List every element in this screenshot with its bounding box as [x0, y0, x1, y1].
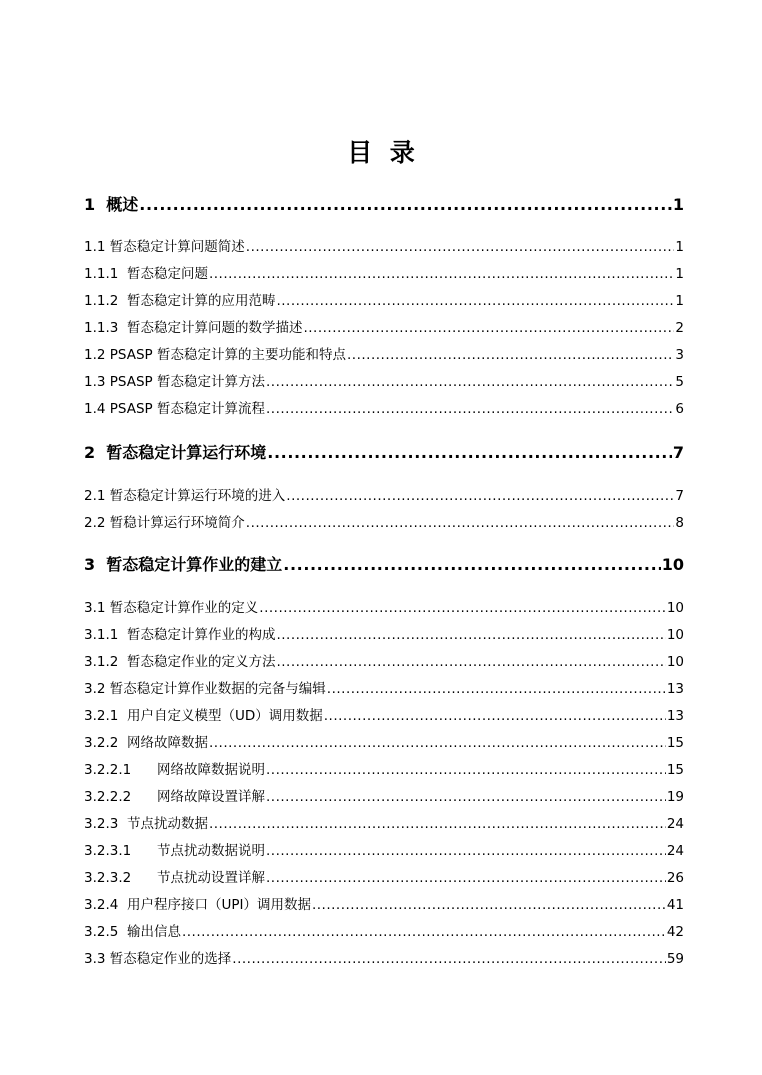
toc-entry[interactable]	[84, 893, 684, 911]
toc-entry-number: 1.1.2	[84, 293, 119, 309]
toc-entry-title: 节点扰动设置详解	[156, 870, 265, 886]
toc-entry-page: 13	[666, 681, 684, 697]
toc-entry-number: 3.2.2.1	[84, 762, 132, 778]
toc-entry[interactable]	[84, 343, 684, 361]
toc-leader-dots	[266, 762, 666, 778]
toc-leader-dots	[312, 897, 666, 913]
toc-entry-title: 暂态稳定计算运行环境	[106, 443, 267, 462]
toc-entry[interactable]	[84, 596, 684, 614]
toc-entry-page: 15	[666, 762, 684, 778]
toc-entry-page: 1	[675, 239, 684, 255]
toc-entry-page: 15	[666, 735, 684, 751]
toc-entry-title: 节点扰动数据	[126, 816, 208, 832]
toc-entry-number: 1	[84, 195, 96, 214]
toc-leader-dots	[303, 320, 674, 336]
toc-entry-number: 3.2.3	[84, 816, 119, 832]
toc-entry-title: 暂态稳定计算运行环境的进入	[109, 488, 286, 504]
toc-entry-number: 2.2	[84, 515, 106, 531]
toc-entry-page: 1	[675, 266, 684, 282]
toc-leader-dots	[327, 681, 666, 697]
toc-entry-page: 13	[666, 708, 684, 724]
toc-entry-page: 1	[675, 293, 684, 309]
toc-leader-dots	[267, 443, 672, 462]
toc-leader-dots	[266, 870, 666, 886]
toc-leader-dots	[182, 924, 666, 940]
toc-entry[interactable]	[84, 484, 684, 502]
toc-entry[interactable]	[84, 289, 684, 307]
toc-leader-dots	[276, 627, 665, 643]
toc-entry-page: 10	[666, 654, 684, 670]
toc-leader-dots	[266, 374, 674, 390]
toc-leader-dots	[246, 239, 675, 255]
toc-entry-number: 1.1.1	[84, 266, 119, 282]
toc-entry-page: 10	[666, 600, 684, 616]
toc-entry-page: 7	[672, 443, 684, 462]
toc-leader-dots	[209, 266, 674, 282]
toc-leader-dots	[246, 515, 675, 531]
toc-entry[interactable]	[84, 440, 684, 462]
toc-entry-number: 3.2.4	[84, 897, 119, 913]
toc-entry[interactable]	[84, 947, 684, 965]
toc-entry-title: 概述	[106, 195, 139, 214]
toc-entry-title: 网络故障数据说明	[156, 762, 265, 778]
toc-leader-dots	[276, 654, 665, 670]
toc-leader-dots	[276, 293, 674, 309]
toc-entry-page: 24	[666, 816, 684, 832]
toc-leader-dots	[324, 708, 666, 724]
toc-entry[interactable]	[84, 758, 684, 776]
toc-entry[interactable]	[84, 866, 684, 884]
toc-entry-title: 暂态稳定计算作业的构成	[126, 627, 276, 643]
toc-entry-title: PSASP 暂态稳定计算流程	[109, 401, 265, 417]
toc-entry-title: 输出信息	[126, 924, 181, 940]
toc-leader-dots	[286, 488, 674, 504]
toc-entry-number: 3.1.2	[84, 654, 119, 670]
toc-entry-number: 1.2	[84, 347, 106, 363]
toc-entry-title: PSASP 暂态稳定计算方法	[109, 374, 265, 390]
toc-entry-number: 1.1.3	[84, 320, 119, 336]
toc-entry[interactable]	[84, 397, 684, 415]
toc-entry-page: 42	[666, 924, 684, 940]
toc-entry-number: 1.4	[84, 401, 106, 417]
toc-entry-page: 41	[666, 897, 684, 913]
toc-entry-page: 26	[666, 870, 684, 886]
toc-entry-number: 3.1	[84, 600, 106, 616]
toc-entry-title: 暂态稳定作业的定义方法	[126, 654, 276, 670]
toc-entry-number: 2.1	[84, 488, 106, 504]
toc-leader-dots	[347, 347, 674, 363]
toc-title: 目 录	[347, 138, 415, 167]
toc-entry[interactable]	[84, 650, 684, 668]
toc-entry-number: 3.2.2	[84, 735, 119, 751]
toc-leader-dots	[266, 843, 666, 859]
toc-entry-number: 3	[84, 555, 96, 574]
toc-entry-title: 暂稳计算运行环境简介	[109, 515, 245, 531]
toc-entry-page: 19	[666, 789, 684, 805]
toc-entry-number: 3.2.3.2	[84, 870, 132, 886]
toc-entry[interactable]	[84, 704, 684, 722]
toc-entry-title: 暂态稳定计算问题简述	[109, 239, 245, 255]
toc-entry-page: 3	[675, 347, 684, 363]
toc-entry[interactable]	[84, 785, 684, 803]
toc-entry-number: 1.3	[84, 374, 106, 390]
toc-entry-title: 网络故障数据	[126, 735, 208, 751]
toc-entry-title: 暂态稳定计算作业的定义	[109, 600, 259, 616]
toc-entry-title: 用户程序接口（UPI）调用数据	[126, 897, 311, 913]
toc-entry[interactable]	[84, 511, 684, 529]
toc-entry[interactable]	[84, 920, 684, 938]
toc-entry-page: 10	[661, 555, 684, 574]
toc-entry-page: 24	[666, 843, 684, 859]
toc-entry-page: 1	[672, 195, 684, 214]
toc-entry-page: 10	[666, 627, 684, 643]
toc-leader-dots	[209, 816, 666, 832]
toc-leader-dots	[283, 555, 660, 574]
toc-entry-number: 2	[84, 443, 96, 462]
toc-entry-title: 暂态稳定问题	[126, 266, 208, 282]
toc-entry-title: 暂态稳定计算的应用范畴	[126, 293, 276, 309]
toc-entry-number: 3.2.5	[84, 924, 119, 940]
toc-entry[interactable]	[84, 623, 684, 641]
toc-entry-number: 3.3	[84, 951, 106, 967]
toc-entry-number: 3.1.1	[84, 627, 119, 643]
toc-entry[interactable]	[84, 812, 684, 830]
toc-entry[interactable]	[84, 192, 684, 214]
toc-entry-title: 暂态稳定计算作业数据的完备与编辑	[109, 681, 326, 697]
toc-entry-number: 1.1	[84, 239, 106, 255]
toc-entry-number: 3.2.3.1	[84, 843, 132, 859]
toc-entry[interactable]	[84, 731, 684, 749]
toc-entry[interactable]	[84, 677, 684, 695]
toc-entry[interactable]	[84, 262, 684, 280]
toc-entry-number: 3.2	[84, 681, 106, 697]
toc-leader-dots	[232, 951, 666, 967]
toc-leader-dots	[209, 735, 666, 751]
toc-entry-page: 7	[675, 488, 684, 504]
toc-leader-dots	[259, 600, 666, 616]
toc-entry-number: 3.2.2.2	[84, 789, 132, 805]
toc-entry-title: 节点扰动数据说明	[156, 843, 265, 859]
toc-entry-page: 2	[675, 320, 684, 336]
toc-entry-title: 暂态稳定计算作业的建立	[106, 555, 283, 574]
toc-entry[interactable]	[84, 235, 684, 253]
toc-entry-title: 暂态稳定计算问题的数学描述	[126, 320, 303, 336]
toc-leader-dots	[266, 401, 674, 417]
toc-entry-title: 用户自定义模型（UD）调用数据	[126, 708, 323, 724]
toc-entry-page: 6	[675, 401, 684, 417]
toc-entry-number: 3.2.1	[84, 708, 119, 724]
toc-entry[interactable]	[84, 370, 684, 388]
toc-entry-page: 59	[666, 951, 684, 967]
toc-entry-title: 暂态稳定作业的选择	[109, 951, 232, 967]
toc-entry[interactable]	[84, 316, 684, 334]
toc-entry-title: PSASP 暂态稳定计算的主要功能和特点	[109, 347, 346, 363]
toc-entry-page: 8	[675, 515, 684, 531]
toc-entry-page: 5	[675, 374, 684, 390]
toc-entry[interactable]	[84, 839, 684, 857]
toc-entry-title: 网络故障设置详解	[156, 789, 265, 805]
toc-entry[interactable]	[84, 552, 684, 574]
toc-leader-dots	[266, 789, 666, 805]
toc-leader-dots	[139, 195, 672, 214]
